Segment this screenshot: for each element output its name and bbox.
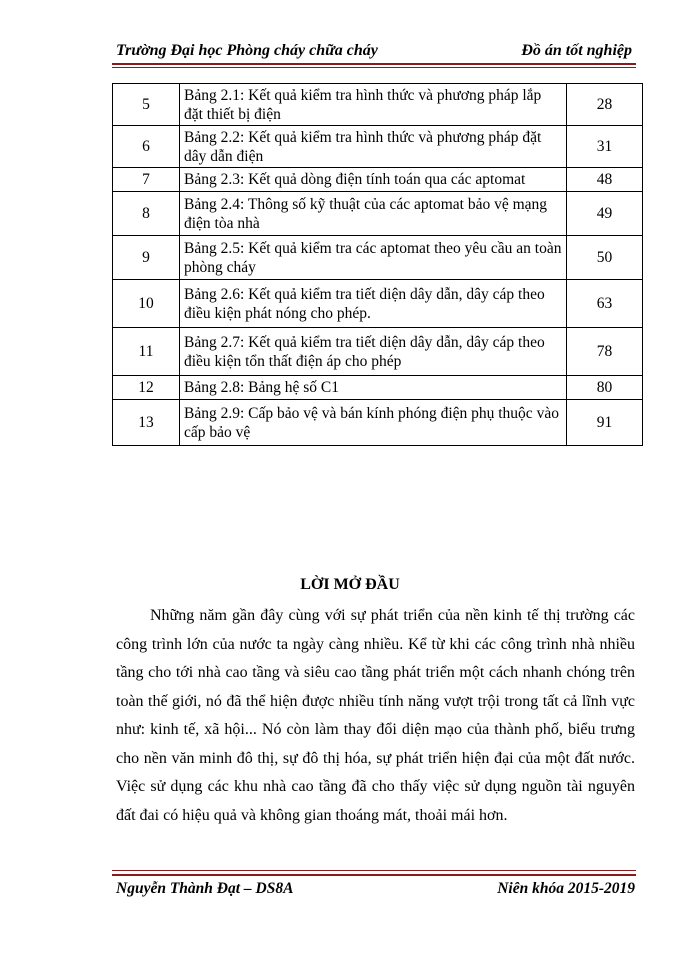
intro-heading: LỜI MỞ ĐẦU [300,576,400,593]
intro-paragraph: Những năm gần đây cùng với sự phát triển của nền kinh tế thị trường các công trình lớn của nước ta ngày càng nhiều. Kể từ khi các công trình nhà nhiều tầng cho tới nhà cao tầng và siêu cao tầng phát triển một cách nhanh chóng trên toàn thế giới, nó đã thể hiện được nhiều tính năng vượt trội trong tất cả lĩnh vực như: kinh tế, xã hội... Nó còn làm thay đổi diện mạo của thành phố, biểu trưng cho nền văn minh đô thị, sự đô thị hóa, sự phát triển hiện đại của một đất nước. Việc sử dụng các khu nhà cao tầng đã cho thấy việc sử dụng nguồn tài nguyên đất đai có hiệu quả và không gian thoáng mát, thoải mái hơn. [116,607,635,824]
row-title: Bảng 2.8: Bảng hệ số C1 [180,376,567,400]
row-number: 13 [113,400,180,446]
row-number: 8 [113,192,180,236]
table-row [113,280,643,328]
row-title: Bảng 2.7: Kết quả kiểm tra tiết diện dây dẫn, dây cáp theo điều kiện tổn thất điện áp cho phép [180,328,567,376]
table-row [113,376,643,400]
row-page: 50 [567,236,643,280]
table-list [112,83,643,446]
row-title: Bảng 2.6: Kết quả kiểm tra tiết diện dây dẫn, dây cáp theo điều kiện phát nóng cho phép. [180,280,567,328]
row-title: Bảng 2.3: Kết quả dòng điện tính toán qua các aptomat [180,168,567,192]
row-page: 80 [567,376,643,400]
row-number: 12 [113,376,180,400]
table-row [113,236,643,280]
table-row [113,400,643,446]
table-row [113,328,643,376]
row-title: Bảng 2.1: Kết quả kiểm tra hình thức và phương pháp lắp đặt thiết bị điện [180,84,567,126]
table-row [113,168,643,192]
footer-academic-year: Niên khóa 2015-2019 [497,880,635,897]
row-title: Bảng 2.9: Cấp bảo vệ và bán kính phóng điện phụ thuộc vào cấp bảo vệ [180,400,567,446]
footer-rule-thin [112,870,636,871]
row-number: 6 [113,126,180,168]
row-page: 28 [567,84,643,126]
table-row [113,84,643,126]
page-footer [116,878,635,900]
row-number: 7 [113,168,180,192]
footer-rule [112,874,636,876]
table-row [113,126,643,168]
row-title: Bảng 2.2: Kết quả kiểm tra hình thức và phương pháp đặt dây dẫn điện [180,126,567,168]
row-page: 91 [567,400,643,446]
row-page: 49 [567,192,643,236]
row-page: 31 [567,126,643,168]
row-title: Bảng 2.4: Thông số kỹ thuật của các aptomat bảo vệ mạng điện tòa nhà [180,192,567,236]
table-row [113,192,643,236]
row-number: 9 [113,236,180,280]
header-university: Trường Đại học Phòng cháy chữa cháy [116,42,378,59]
header-doc-type: Đồ án tốt nghiệp [521,42,632,59]
row-page: 48 [567,168,643,192]
row-number: 11 [113,328,180,376]
row-number: 10 [113,280,180,328]
row-title: Bảng 2.5: Kết quả kiểm tra các aptomat theo yêu cầu an toàn phòng cháy [180,236,567,280]
row-number: 5 [113,84,180,126]
page-header [112,40,632,62]
footer-author: Nguyễn Thành Đạt – DS8A [116,880,294,897]
row-page: 63 [567,280,643,328]
row-page: 78 [567,328,643,376]
header-rule-thin [112,67,636,68]
header-rule [112,63,636,65]
